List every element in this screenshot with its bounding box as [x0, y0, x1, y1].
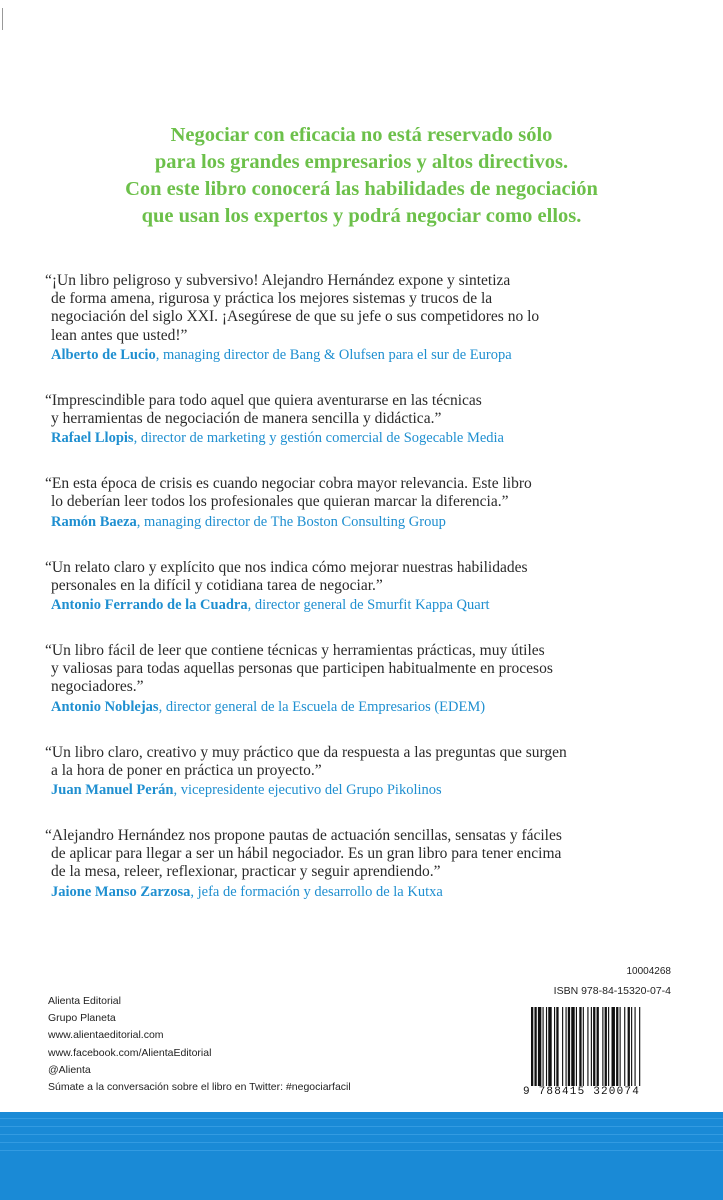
product-code: 10004268	[626, 966, 671, 977]
barcode-bar	[587, 1007, 588, 1091]
blurb-line: personales en la difícil y cotidiana tarea de negociar.”	[51, 576, 383, 594]
blurb-line: lean antes que usted!”	[51, 326, 188, 344]
barcode-bar	[597, 1007, 599, 1091]
barcode-bar	[568, 1007, 570, 1091]
publisher-facebook: www.facebook.com/AlientaEditorial	[48, 1046, 212, 1059]
barcode-bar	[554, 1007, 555, 1091]
barcode-bar	[534, 1007, 536, 1091]
tagline-line: que usan los expertos y podrá negociar como ellos.	[141, 205, 582, 227]
barcode-bar	[538, 1007, 541, 1091]
blurb-role: , managing director de Bang & Olufsen para el sur de Europa	[155, 346, 512, 363]
blurb-line: de aplicar para llegar a ser un hábil negociador. Es un gran libro para tener encima	[51, 845, 562, 863]
blurb-role: , director de marketing y gestión comercial de Sogecable Media	[133, 430, 504, 447]
barcode-bar	[635, 1007, 636, 1091]
publisher-group: Grupo Planeta	[48, 1012, 116, 1025]
blurb	[45, 475, 685, 531]
blurb-attribution	[45, 513, 685, 532]
blurb	[45, 272, 685, 365]
barcode-bar	[583, 1007, 584, 1091]
blurb-author: Jaione Manso Zarzosa	[51, 883, 191, 900]
blurb-line: “Imprescindible para todo aquel que quiera aventurarse en las técnicas	[45, 391, 482, 409]
band-stripe	[0, 1150, 723, 1151]
publisher-name: Alienta Editorial	[48, 995, 121, 1007]
barcode-bar	[628, 1007, 630, 1091]
blurb-line: “Un libro fácil de leer que contiene técnicas y herramientas prácticas, muy útiles	[45, 642, 545, 660]
blurb-line: “Alejandro Hernández nos propone pautas de actuación sencillas, sensatas y fáciles	[45, 827, 562, 845]
blurb-line: “En esta época de crisis es cuando negociar cobra mayor relevancia. Este libro	[45, 475, 532, 493]
tagline-line: Negociar con eficacia no está reservado sólo	[170, 124, 553, 146]
barcode-bar	[571, 1007, 574, 1091]
barcode-bar	[605, 1007, 607, 1091]
publisher-twitter-handle: @Alienta	[48, 1063, 91, 1076]
barcode-bar	[562, 1007, 563, 1091]
blurb-line: de la mesa, releer, reflexionar, practicar y seguir aprendiendo.”	[51, 863, 441, 881]
blurb-role: , managing director de The Boston Consulting Group	[136, 513, 446, 530]
barcode-bar	[576, 1007, 577, 1091]
blurb-role: , director general de Smurfit Kappa Quart	[247, 597, 490, 614]
blurb-attribution	[45, 429, 685, 448]
tagline-line: para los grandes empresarios y altos directivos.	[154, 151, 569, 173]
blurb-attribution	[45, 781, 685, 800]
barcode-digits: 9 788415 320074	[521, 1086, 679, 1098]
blurb-line: “¡Un libro peligroso y subversivo! Alejandro Hernández expone y sintetiza	[45, 272, 511, 289]
blurb-author: Antonio Ferrando de la Cuadra	[51, 597, 248, 614]
blurb	[45, 744, 685, 800]
barcode-bar	[616, 1007, 618, 1091]
barcode-bar	[546, 1007, 547, 1091]
publisher-hashtag-line: Súmate a la conversación sobre el libro en Twitter: #negociarfacil	[48, 1081, 351, 1094]
blurb-line: y herramientas de negociación de manera sencilla y didáctica.”	[51, 410, 442, 428]
blurb-attribution	[45, 883, 685, 902]
blurb-line: de forma amena, rigurosa y práctica los mejores sistemas y trucos de la	[51, 290, 493, 308]
blurb-line: “Un relato claro y explícito que nos indica cómo mejorar nuestras habilidades	[45, 558, 528, 576]
barcode-bar	[620, 1007, 621, 1091]
barcode-bar	[591, 1007, 592, 1091]
blurb-attribution	[45, 698, 685, 717]
tagline	[40, 122, 683, 230]
blurb	[45, 827, 685, 902]
crop-mark	[2, 8, 3, 30]
barcode-bar	[566, 1007, 567, 1091]
tagline-line: Con este libro conocerá las habilidades de negociación	[125, 178, 598, 200]
band-stripe	[0, 1126, 723, 1127]
band-stripe	[0, 1134, 723, 1135]
barcode-bar	[579, 1007, 581, 1091]
blurb-role: , jefa de formación y desarrollo de la Kutxa	[190, 883, 443, 900]
barcode-bar	[639, 1007, 640, 1091]
blurb	[45, 642, 685, 717]
barcode-bar	[612, 1007, 615, 1091]
blurb-attribution	[45, 346, 685, 365]
blurb-author: Juan Manuel Perán	[51, 782, 174, 799]
blurb-line: y valiosas para todas aquellas personas que participen habitualmente en procesos	[51, 660, 553, 678]
barcode-bar	[593, 1007, 595, 1091]
band-stripe	[0, 1118, 723, 1119]
isbn-label: ISBN 978-84-15320-07-4	[553, 985, 671, 997]
blurb-role: , vicepresidente ejecutivo del Grupo Pikolinos	[173, 782, 442, 799]
barcode-bar	[631, 1007, 632, 1091]
publisher-info	[48, 993, 468, 1096]
blurb-list	[45, 272, 685, 902]
barcode-bar	[548, 1007, 551, 1091]
blurb-line: negociación del siglo XXI. ¡Asegúrese de que su jefe o sus competidores no lo	[51, 308, 540, 326]
blurb-author: Antonio Noblejas	[51, 698, 159, 715]
barcode-bar	[556, 1007, 558, 1091]
blurb-role: , director general de la Escuela de Empresarios (EDEM)	[158, 698, 486, 715]
barcode-icon	[531, 1007, 672, 1091]
blurb-line: a la hora de poner en práctica un proyecto.”	[51, 761, 322, 779]
blurb-author: Ramón Baeza	[51, 513, 137, 530]
barcode-bar	[531, 1007, 533, 1091]
barcode-bar	[602, 1007, 603, 1091]
barcode-bar	[543, 1007, 544, 1091]
band-stripe	[0, 1142, 723, 1143]
blurb-line: negociadores.”	[51, 678, 144, 696]
blurb	[45, 559, 685, 615]
publisher-website: www.alientaeditorial.com	[48, 1029, 164, 1042]
blurb-author: Rafael Llopis	[51, 430, 134, 447]
barcode-bar	[624, 1007, 625, 1091]
barcode-bar	[608, 1007, 609, 1091]
blurb-line: “Un libro claro, creativo y muy práctico que da respuesta a las preguntas que surgen	[45, 743, 567, 761]
blurb-author: Alberto de Lucio	[51, 346, 156, 363]
blurb	[45, 392, 685, 448]
bottom-color-band	[0, 1112, 723, 1200]
blurb-attribution	[45, 596, 685, 615]
blurb-line: lo deberían leer todos los profesionales que quieran marcar la diferencia.”	[51, 493, 509, 511]
